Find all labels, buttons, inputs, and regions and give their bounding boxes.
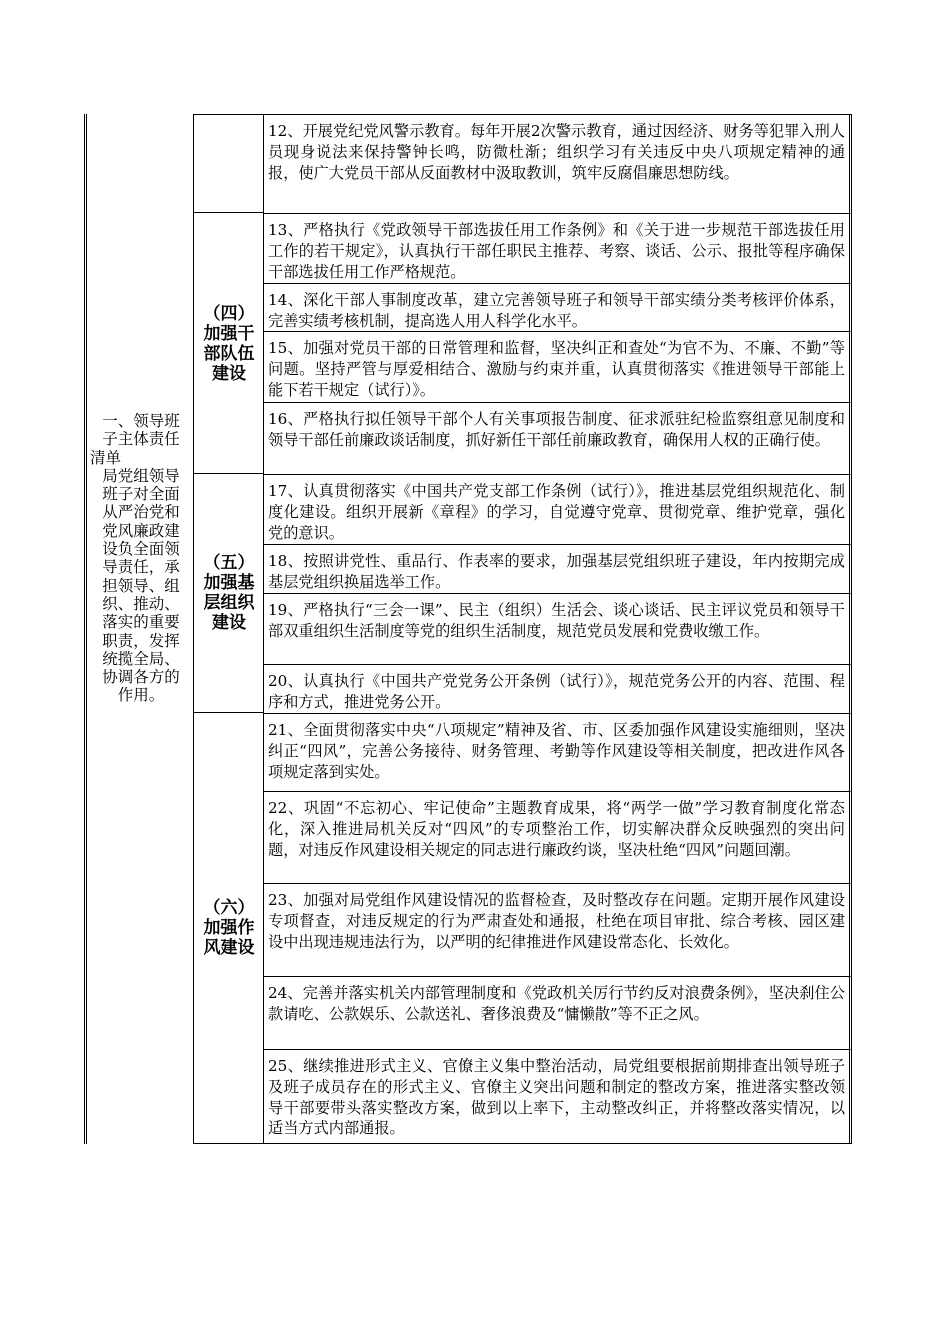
item-12: 12、开展党纪党风警示教育。每年开展2次警示教育，通过因经济、财务等犯罪入刑人员现身说法来保持警钟长鸣，防微杜渐；组织学习有关违反中央八项规定精神的通报，使广大党员干部从反面教材中汲取教训，筑牢反腐倡廉思想防线。 [264,114,852,213]
item-19: 19、严格执行“三会一课”、民主（组织）生活会、谈心谈话、民主评议党员和领导干部双重组织生活制度等党的组织生活制度，规范党员发展和党费收缴工作。 [264,593,852,664]
left-line: 导责任，承 [102,558,180,577]
section-line: 建设 [212,364,246,384]
left-line: 子主体责任 [102,430,180,449]
left-line: 落实的重要 [102,613,180,632]
section-line: 加强基 [203,573,255,593]
left-line: 作用。 [117,686,165,705]
item-24: 24、完善并落实机关内部管理制度和《党政机关厉行节约反对浪费条例》，坚决刹住公款请吃、公款娱乐、公款送礼、奢侈浪费及“慵懒散”等不正之风。 [264,976,852,1049]
item-15: 15、加强对党员干部的日常管理和监督，坚决纠正和查处“为官不为、不廉、不勤”等问题。坚持严管与厚爱相结合、激励与约束并重，认真贯彻落实《推进领导干部能上能下若干规定（试行）》。 [264,331,852,402]
section-line: 加强作 [203,918,255,938]
left-line: 职责，发挥 [102,631,180,650]
table-bottom-border [194,1143,852,1144]
left-line: 局党组领导 [102,466,180,485]
item-14: 14、深化干部人事制度改革，建立完善领导班子和领导干部实绩分类考核评价体系，完善实绩考核机制，提高选人用人科学化水平。 [264,283,852,331]
item-21: 21、全面贯彻落实中央“八项规定”精神及省、市、区委加强作风建设实施细则，坚决纠正“四风”，完善公务接待、财务管理、考勤等作风建设等相关制度，把改进作风各项规定落到实处。 [264,713,852,791]
section-line: 建设 [212,613,246,633]
left-line: 从严治党和 [102,503,180,522]
section-line: 层组织 [203,593,255,613]
item-20: 20、认真执行《中国共产党党务公开条例（试行）》，规范党务公开的内容、范围、程序和方式，推进党务公开。 [264,664,852,713]
item-23: 23、加强对局党组作风建设情况的监督检查，及时整改存在问题。定期开展作风建设专项督查，对违反规定的行为严肃查处和通报，杜绝在项目审批、综合考核、园区建设中出现违规违法行为，以严明的纪律推进作风建设常态化、长效化。 [264,883,852,976]
item-22: 22、巩固“不忘初心、牢记使命”主题教育成果，将“两学一做”学习教育制度化常态化，深入推进局机关反对“四风”的专项整治工作，切实解决群众反映强烈的突出问题，对违反作风建设相关规定的同志进行廉政约谈，坚决杜绝“四风”问题回潮。 [264,791,852,883]
left-line: 一、领导班 [102,412,180,430]
left-line: 协调各方的 [102,668,180,687]
left-line: 清单 [90,448,122,467]
left-line: 设负全面领 [102,540,180,559]
section-label-four [194,304,264,384]
section-cell-top [194,114,264,213]
left-line: 班子对全面 [102,485,180,504]
section-label-five [194,553,264,633]
section-line: 加强干 [203,324,255,344]
section-line: 部队伍 [203,344,255,364]
left-line: 统揽全局、 [102,649,180,668]
left-line: 党风廉政建 [102,521,180,540]
section-line: 风建设 [203,938,255,958]
section-line: （五） [203,553,255,573]
item-25: 25、继续推进形式主义、官僚主义集中整治活动，局党组要根据前期排查出领导班子及班子成员存在的形式主义、官僚主义突出问题和制定的整改方案，推进落实整改领导干部要带头落实整改方案，做到以上率下，主动整改纠正，并将整改落实情况，以适当方式内部通报。 [264,1049,852,1143]
item-16: 16、严格执行拟任领导干部个人有关事项报告制度、征求派驻纪检监察组意见制度和领导干部任前廉政谈话制度，抓好新任干部任前廉政教育，确保用人权的正确行使。 [264,402,852,474]
left-line: 织、推动、 [102,594,180,613]
item-18: 18、按照讲党性、重品行、作表率的要求，加强基层党组织班子建设，年内按期完成基层党组织换届选举工作。 [264,544,852,593]
section-label-six [194,898,264,958]
item-13: 13、严格执行《党政领导干部选拔任用工作条例》和《关于进一步规范干部选拔任用工作的若干规定》，认真执行干部任职民主推荐、考察、谈话、公示、报批等程序确保干部选拔任用工作严格规范。 [264,213,852,283]
left-line: 担领导、组 [102,576,180,595]
section-line: （四） [203,304,255,324]
section-line: （六） [203,898,255,918]
left-column-text [90,412,192,705]
item-17: 17、认真贯彻落实《中国共产党支部工作条例（试行）》，推进基层党组织规范化、制度化建设。组织开展新《章程》的学习，自觉遵守党章、贯彻党章、维护党章，强化党的意识。 [264,474,852,544]
